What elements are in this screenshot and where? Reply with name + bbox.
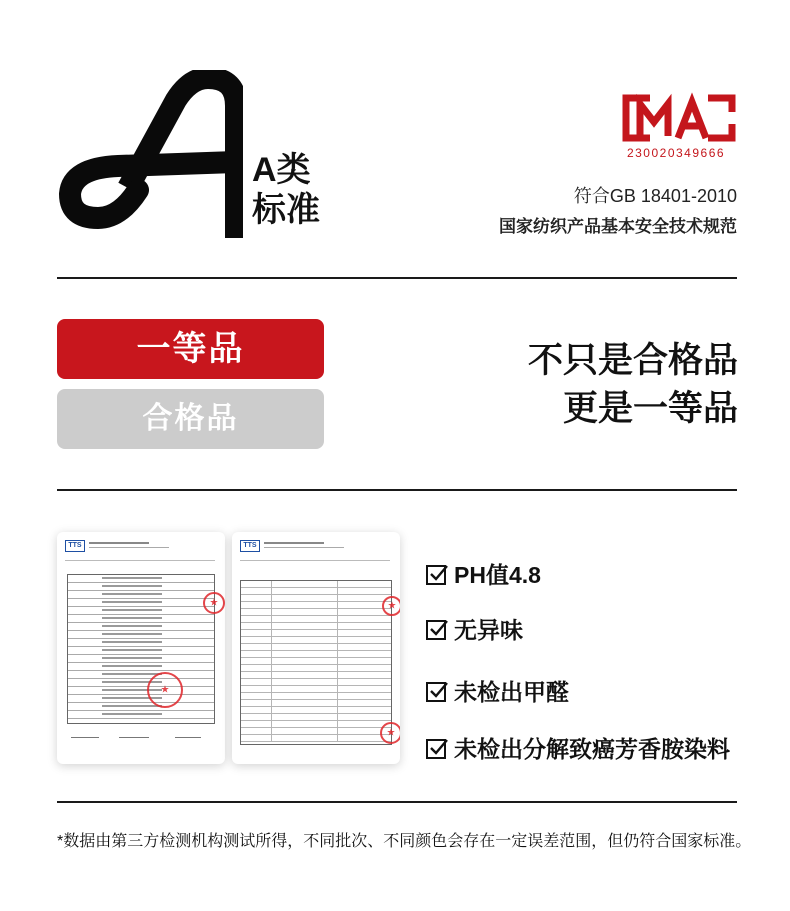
report-seal [382,596,400,616]
report-title-bar [240,560,390,561]
divider-2 [57,489,737,491]
grade-slogan [528,337,738,433]
title-line-2: 标准 [252,191,320,229]
cma-certification-logo [620,92,738,144]
first-grade-badge: 一等品 [57,319,324,379]
test-report-page-1 [57,532,225,764]
report-logo: TTS [240,540,260,552]
qualified-grade-badge: 合格品 [57,389,324,449]
check-label: PH值4.8 [454,562,541,588]
check-label: 未检出甲醛 [454,679,569,705]
check-label: 无异味 [454,617,523,643]
cma-number: 230020349666 [626,146,726,160]
checkbox-checked-icon [426,618,448,640]
report-title-bar [65,560,215,561]
divider-3 [57,801,737,803]
checkbox-checked-icon [426,737,448,759]
report-seal [147,672,183,708]
report-header-line [264,542,324,544]
divider-1 [57,277,737,279]
footnote: *数据由第三方检测机构测试所得，不同批次、不同颜色会存在一定误差范围，但仍符合国家标准。 [57,833,752,850]
a-class-title [252,150,320,230]
test-report-page-2 [232,532,400,764]
title-line-1: A类 [252,151,311,189]
report-seal [380,722,400,744]
report-header-line [89,542,149,544]
standard-code: 符合GB 18401-2010 [573,186,737,206]
report-header-line [264,547,344,548]
signature-line [71,737,99,738]
checkbox-checked-icon [426,680,448,702]
report-results-table [240,580,392,745]
standard-name: 国家纺织产品基本安全技术规范 [499,217,737,236]
report-header-line [89,547,169,548]
slogan-line-2: 更是一等品 [562,389,738,428]
check-label: 未检出分解致癌芳香胺染料 [454,736,730,762]
report-seal [203,592,225,614]
signature-line [175,737,201,738]
a-class-logo [58,70,243,240]
checkbox-checked-icon [426,563,448,585]
signature-line [119,737,149,738]
slogan-line-1: 不只是合格品 [527,341,738,380]
report-logo: TTS [65,540,85,552]
report-table [67,574,215,724]
